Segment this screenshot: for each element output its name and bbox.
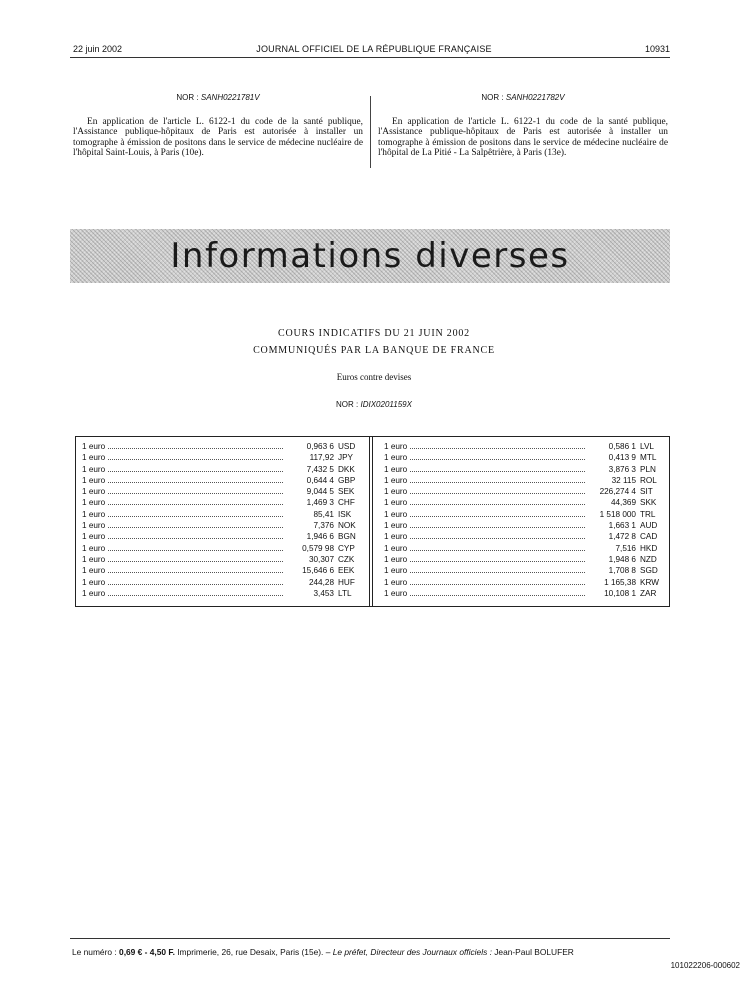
currency-code: EEK — [338, 566, 355, 576]
rate-value: 1,948 6 — [608, 554, 636, 564]
leader-dots — [108, 538, 283, 539]
leader-dots — [410, 516, 585, 517]
currency-code: LTL — [338, 588, 352, 598]
currency-code: NZD — [640, 554, 657, 564]
notice-nor — [378, 93, 668, 104]
rate-value: 0,413 9 — [608, 453, 636, 463]
rate-unit: 1 euro — [384, 566, 408, 576]
footer-rule — [70, 938, 670, 939]
rate-value: 3,453 — [313, 588, 334, 598]
nor-label: NOR : — [336, 400, 359, 409]
rate-value: 85,41 — [313, 509, 334, 519]
rate-unit: 1 euro — [82, 475, 106, 485]
rate-value: 30,307 — [308, 554, 334, 564]
rate-value: 1,946 6 — [306, 532, 334, 542]
rate-row — [82, 497, 362, 508]
rate-unit: 1 euro — [384, 509, 408, 519]
currency-code: ROL — [640, 475, 657, 485]
rate-value: 117,92 — [309, 453, 334, 463]
rate-unit: 1 euro — [384, 543, 408, 553]
notice-text: En application de l'article L. 6122-1 du code de la santé publique, l'Assistance publique-hôpitaux de Paris est autorisée à installer un tomographe à émission de positons dans le service de médecine nucléaire de l'hôpital Saint-Louis, à Paris (10e). — [73, 116, 363, 159]
rate-row — [82, 531, 362, 542]
rate-row — [384, 475, 664, 486]
rate-unit: 1 euro — [82, 498, 106, 508]
currency-code: SIT — [640, 487, 653, 497]
rate-unit: 1 euro — [82, 577, 106, 587]
rate-unit: 1 euro — [82, 487, 106, 497]
rate-row — [384, 452, 664, 463]
nor-code: SANH0221782V — [505, 93, 565, 102]
rate-unit: 1 euro — [384, 588, 408, 598]
leader-dots — [410, 538, 585, 539]
rate-unit: 1 euro — [384, 442, 408, 451]
rate-unit: 1 euro — [82, 532, 106, 542]
rate-unit: 1 euro — [82, 453, 106, 463]
nor-label: NOR : — [176, 93, 199, 102]
rate-value: 10,108 1 — [604, 588, 636, 598]
leader-dots — [410, 448, 585, 449]
rates-column-left — [82, 441, 362, 599]
leader-dots — [108, 493, 283, 494]
footer-line — [72, 947, 574, 957]
page-number: 10931 — [644, 44, 670, 54]
rate-unit: 1 euro — [82, 554, 106, 564]
rate-row — [384, 486, 664, 497]
currency-code: SGD — [640, 566, 658, 576]
notice-right — [378, 93, 668, 159]
column-divider — [370, 96, 371, 168]
rate-value: 1 518 000 — [599, 509, 636, 519]
footer-name: Jean-Paul BOLUFER — [494, 947, 574, 957]
rate-value: 0,579 98 — [302, 543, 334, 553]
rate-value: 1,708 8 — [608, 566, 636, 576]
rate-unit: 1 euro — [384, 554, 408, 564]
rate-value: 226,274 4 — [599, 487, 636, 497]
currency-code: USD — [338, 442, 356, 451]
currency-code: SKK — [640, 498, 657, 508]
leader-dots — [108, 584, 283, 585]
rate-row — [384, 520, 664, 531]
leader-dots — [108, 595, 283, 596]
rate-row — [384, 577, 664, 588]
currency-code: HUF — [338, 577, 355, 587]
rate-unit: 1 euro — [82, 543, 106, 553]
nor-label: NOR : — [481, 93, 504, 102]
rate-unit: 1 euro — [384, 498, 408, 508]
rate-unit: 1 euro — [384, 487, 408, 497]
rate-value: 0,586 1 — [608, 442, 636, 451]
rate-row — [82, 509, 362, 520]
rate-value: 0,644 4 — [306, 475, 334, 485]
currency-code: CHF — [338, 498, 355, 508]
leader-dots — [108, 448, 283, 449]
currency-code: TRL — [640, 509, 656, 519]
rate-value: 7,376 — [313, 521, 334, 531]
leader-dots — [108, 561, 283, 562]
rate-value: 1,469 3 — [306, 498, 334, 508]
currency-code: GBP — [338, 475, 356, 485]
rate-value: 44,369 — [610, 498, 636, 508]
currency-code: MTL — [640, 453, 657, 463]
footer-printer: Imprimerie, 26, rue Desaix, Paris (15e). — [177, 947, 324, 957]
rate-unit: 1 euro — [384, 464, 408, 474]
leader-dots — [410, 595, 585, 596]
rate-unit: 1 euro — [82, 521, 106, 531]
rate-value: 1,472 8 — [608, 532, 636, 542]
rate-value: 7,516 — [615, 543, 636, 553]
rate-value: 9,044 5 — [306, 487, 334, 497]
currency-code: CYP — [338, 543, 355, 553]
rate-row — [384, 441, 664, 452]
rate-row — [384, 554, 664, 565]
leader-dots — [108, 516, 283, 517]
leader-dots — [410, 550, 585, 551]
leader-dots — [410, 504, 585, 505]
rate-row — [384, 565, 664, 576]
leader-dots — [410, 572, 585, 573]
currency-code: AUD — [640, 521, 658, 531]
rate-row — [82, 588, 362, 599]
currency-code: PLN — [640, 464, 656, 474]
leader-dots — [410, 527, 585, 528]
leader-dots — [410, 584, 585, 585]
journal-title: JOURNAL OFFICIEL DE LA RÉPUBLIQUE FRANÇAISE — [256, 44, 492, 54]
section-title: Informations diverses — [170, 236, 570, 276]
currency-code: KRW — [640, 577, 659, 587]
rate-unit: 1 euro — [82, 509, 106, 519]
header-rule — [70, 57, 670, 58]
rate-value: 0,963 6 — [306, 442, 334, 451]
rate-value: 1,663 1 — [608, 521, 636, 531]
currency-code: CAD — [640, 532, 658, 542]
rate-unit: 1 euro — [384, 532, 408, 542]
rates-title-line1: COURS INDICATIFS DU 21 JUIN 2002 — [277, 328, 470, 339]
rates-subtitle: Euros contre devises — [336, 372, 412, 382]
rate-row — [384, 588, 664, 599]
rate-row — [82, 441, 362, 452]
leader-dots — [108, 550, 283, 551]
leader-dots — [108, 527, 283, 528]
rate-row — [82, 520, 362, 531]
leader-dots — [108, 482, 283, 483]
currency-code: CZK — [338, 554, 355, 564]
rate-unit: 1 euro — [82, 442, 106, 451]
currency-code: BGN — [338, 532, 356, 542]
rate-unit: 1 euro — [384, 577, 408, 587]
nor-code: IDIX0201159X — [360, 400, 412, 409]
rate-row — [82, 565, 362, 576]
issue-date: 22 juin 2002 — [73, 44, 123, 54]
nor-code: SANH0221781V — [200, 93, 260, 102]
rate-unit: 1 euro — [82, 566, 106, 576]
currency-code: LVL — [640, 442, 654, 451]
currency-code: DKK — [338, 464, 355, 474]
rate-unit: 1 euro — [384, 521, 408, 531]
notice-text: En application de l'article L. 6122-1 du code de la santé publique, l'Assistance publique-hôpitaux de Paris est autorisée à installer un tomographe à émission de positons dans le service de médecine nucléaire de l'hôpital de La Pitié - La Salpêtrière, à Paris (13e). — [378, 116, 668, 159]
rate-value: 244,28 — [308, 577, 334, 587]
rate-unit: 1 euro — [82, 464, 106, 474]
rate-value: 1 165,38 — [604, 577, 636, 587]
rate-row — [384, 531, 664, 542]
leader-dots — [108, 572, 283, 573]
leader-dots — [410, 471, 585, 472]
rate-row — [82, 452, 362, 463]
rate-row — [82, 554, 362, 565]
footer-price: 0,69 € - 4,50 F. — [119, 947, 175, 957]
rates-title-line2: COMMUNIQUÉS PAR LA BANQUE DE FRANCE — [253, 345, 495, 356]
rates-nor — [0, 400, 748, 409]
footer-role: – Le préfet, Directeur des Journaux officiels : — [325, 947, 492, 957]
currency-code: HKD — [640, 543, 658, 553]
table-divider — [369, 436, 370, 607]
leader-dots — [108, 471, 283, 472]
leader-dots — [410, 561, 585, 562]
rates-column-right — [384, 441, 664, 599]
rate-unit: 1 euro — [384, 453, 408, 463]
currency-code: ISK — [338, 509, 352, 519]
rate-value: 3,876 3 — [608, 464, 636, 474]
rate-row — [82, 475, 362, 486]
rate-row — [82, 464, 362, 475]
rate-row — [82, 486, 362, 497]
rate-row — [384, 543, 664, 554]
currency-code: ZAR — [640, 588, 657, 598]
rate-value: 32 115 — [611, 475, 636, 485]
rate-row — [384, 509, 664, 520]
rate-unit: 1 euro — [384, 475, 408, 485]
leader-dots — [410, 459, 585, 460]
footer-code: 101022206-000602 — [670, 961, 740, 970]
table-divider — [372, 436, 373, 607]
rate-row — [384, 497, 664, 508]
footer-prefix: Le numéro : — [72, 947, 117, 957]
rate-row — [82, 543, 362, 554]
leader-dots — [108, 504, 283, 505]
leader-dots — [108, 459, 283, 460]
leader-dots — [410, 482, 585, 483]
notice-nor — [73, 93, 363, 104]
rate-row — [82, 577, 362, 588]
currency-code: NOK — [338, 521, 356, 531]
rate-value: 7,432 5 — [306, 464, 334, 474]
rate-row — [384, 464, 664, 475]
currency-code: JPY — [338, 453, 354, 463]
leader-dots — [410, 493, 585, 494]
currency-code: SEK — [338, 487, 355, 497]
rate-unit: 1 euro — [82, 588, 106, 598]
rate-value: 15,646 6 — [302, 566, 334, 576]
notice-left — [73, 93, 363, 159]
